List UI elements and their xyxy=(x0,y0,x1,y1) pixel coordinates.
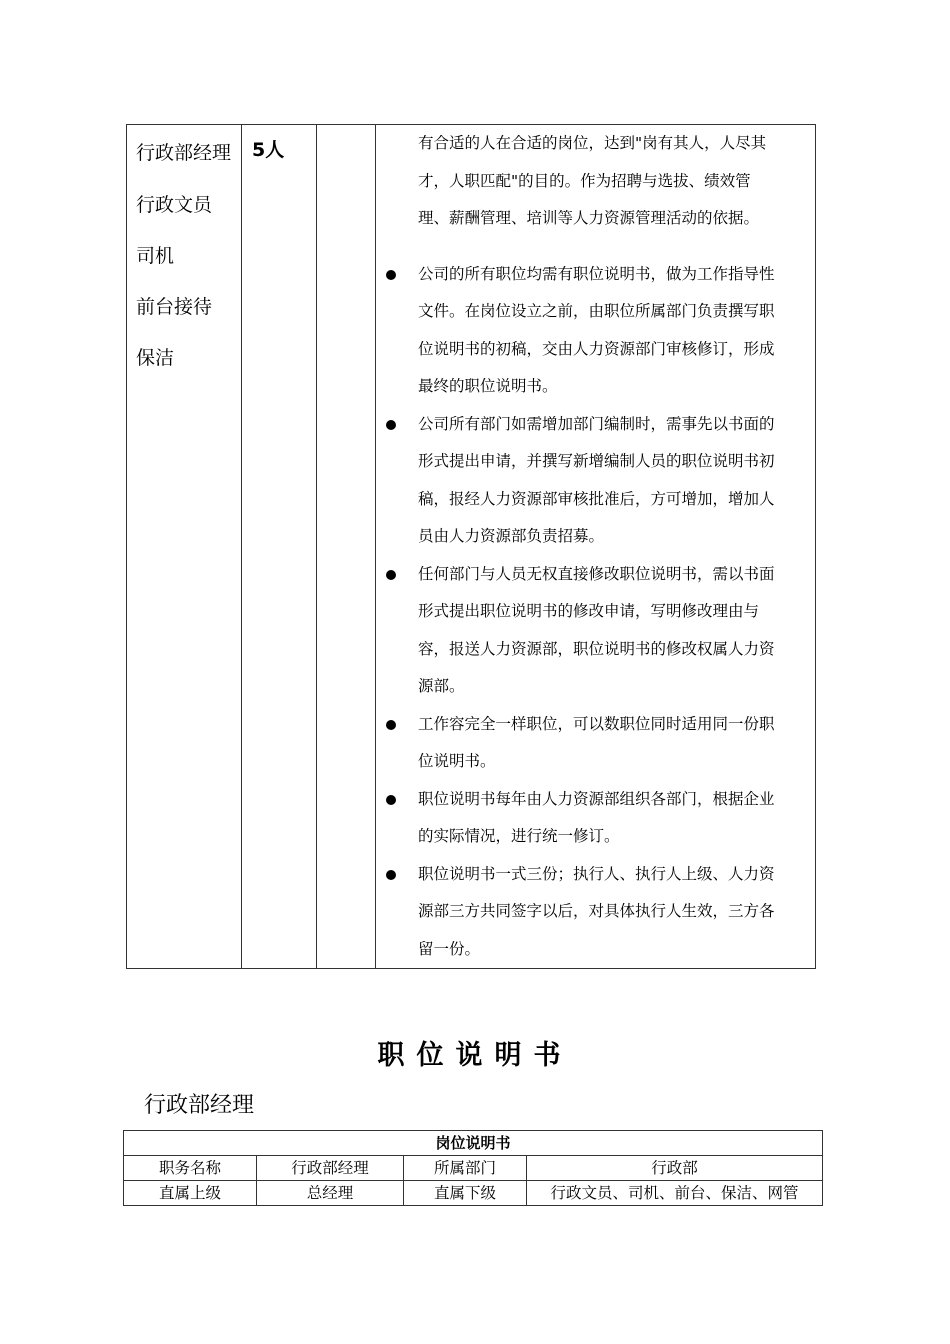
rule-line: 源部。 xyxy=(418,677,465,695)
bullet-icon xyxy=(386,870,396,880)
rule-line: 容，报送人力资源部，职位说明书的修改权属人力资 xyxy=(418,639,775,658)
rules-list xyxy=(376,256,815,969)
bullet-icon xyxy=(386,270,396,280)
rule-line: 留一份。 xyxy=(418,939,481,958)
rule-line: 公司的所有职位均需有职位说明书，做为工作指导性 xyxy=(418,264,775,283)
roles-cell xyxy=(127,125,242,969)
rule-line: 位说明书的初稿，交由人力资源部门审核修订，形成 xyxy=(418,339,775,358)
rule-line: 最终的职位说明书。 xyxy=(418,377,558,395)
intro-line: 才，人职匹配"的目的。作为招聘与选拔、绩效管 xyxy=(418,171,751,190)
table-cell: 职务名称 xyxy=(124,1156,257,1181)
table-cell: 行政文员、司机、前台、保洁、网管 xyxy=(527,1181,823,1206)
table-cell: 总经理 xyxy=(257,1181,404,1206)
role-item: 前台接待 xyxy=(136,296,213,318)
rule-line: 的实际情况，进行统一修订。 xyxy=(418,827,620,845)
description-intro xyxy=(376,125,815,238)
rule-line: 职位说明书一式三份；执行人、执行人上级、人力资 xyxy=(418,864,775,883)
rule-item xyxy=(376,556,815,706)
headcount-cell xyxy=(242,125,317,969)
intro-line: 理、薪酬管理、培训等人力资源管理活动的依据。 xyxy=(418,209,760,227)
rule-line: 员由人力资源部负责招募。 xyxy=(418,527,605,545)
intro-line: 有合适的人在合适的岗位，达到"岗有其人，人尽其 xyxy=(418,134,767,152)
bullet-icon xyxy=(386,720,396,730)
rule-item xyxy=(376,856,815,969)
job-description-table xyxy=(123,1130,823,1206)
position-overview-table xyxy=(126,124,816,969)
table-cell: 行政部 xyxy=(527,1156,823,1181)
role-item: 行政部经理 xyxy=(136,142,232,164)
rule-line: 位说明书。 xyxy=(418,752,496,770)
role-item: 行政文员 xyxy=(136,194,213,216)
rule-line: 任何部门与人员无权直接修改职位说明书，需以书面 xyxy=(418,564,775,583)
rule-line: 形式提出申请，并撰写新增编制人员的职位说明书初 xyxy=(418,452,775,470)
rule-line: 文件。在岗位设立之前，由职位所属部门负责撰写职 xyxy=(418,302,775,320)
rule-line: 稿，报经人力资源部审核批准后，方可增加，增加人 xyxy=(418,489,775,508)
table-cell: 行政部经理 xyxy=(257,1156,404,1181)
empty-cell xyxy=(317,125,376,969)
rule-item xyxy=(376,256,815,406)
role-item: 司机 xyxy=(136,245,175,267)
rule-line: 职位说明书每年由人力资源部组织各部门，根据企业 xyxy=(418,789,775,808)
rule-line: 公司所有部门如需增加部门编制时，需事先以书面的 xyxy=(418,414,775,433)
table-caption: 岗位说明书 xyxy=(124,1131,823,1156)
table-cell: 所属部门 xyxy=(404,1156,527,1181)
rule-line: 工作容完全一样职位，可以数职位同时适用同一份职 xyxy=(418,714,775,733)
headcount: 5人 xyxy=(252,139,285,161)
bullet-icon xyxy=(386,420,396,430)
rule-item xyxy=(376,781,815,856)
table-row xyxy=(124,1181,823,1206)
bullet-icon xyxy=(386,570,396,580)
table-cell: 直属下级 xyxy=(404,1181,527,1206)
rule-line: 源部三方共同签字以后，对具体执行人生效，三方各 xyxy=(418,902,775,920)
description-cell xyxy=(376,125,816,969)
document-subtitle: 行政部经理 xyxy=(144,1093,255,1118)
role-item: 保洁 xyxy=(136,347,175,369)
rule-line: 形式提出职位说明书的修改申请，写明修改理由与 xyxy=(418,602,760,620)
table-cell: 直属上级 xyxy=(124,1181,257,1206)
rule-item xyxy=(376,706,815,781)
rule-item xyxy=(376,406,815,556)
bullet-icon xyxy=(386,795,396,805)
document-title: 职位说明书 xyxy=(377,1040,573,1071)
table-row xyxy=(124,1156,823,1181)
